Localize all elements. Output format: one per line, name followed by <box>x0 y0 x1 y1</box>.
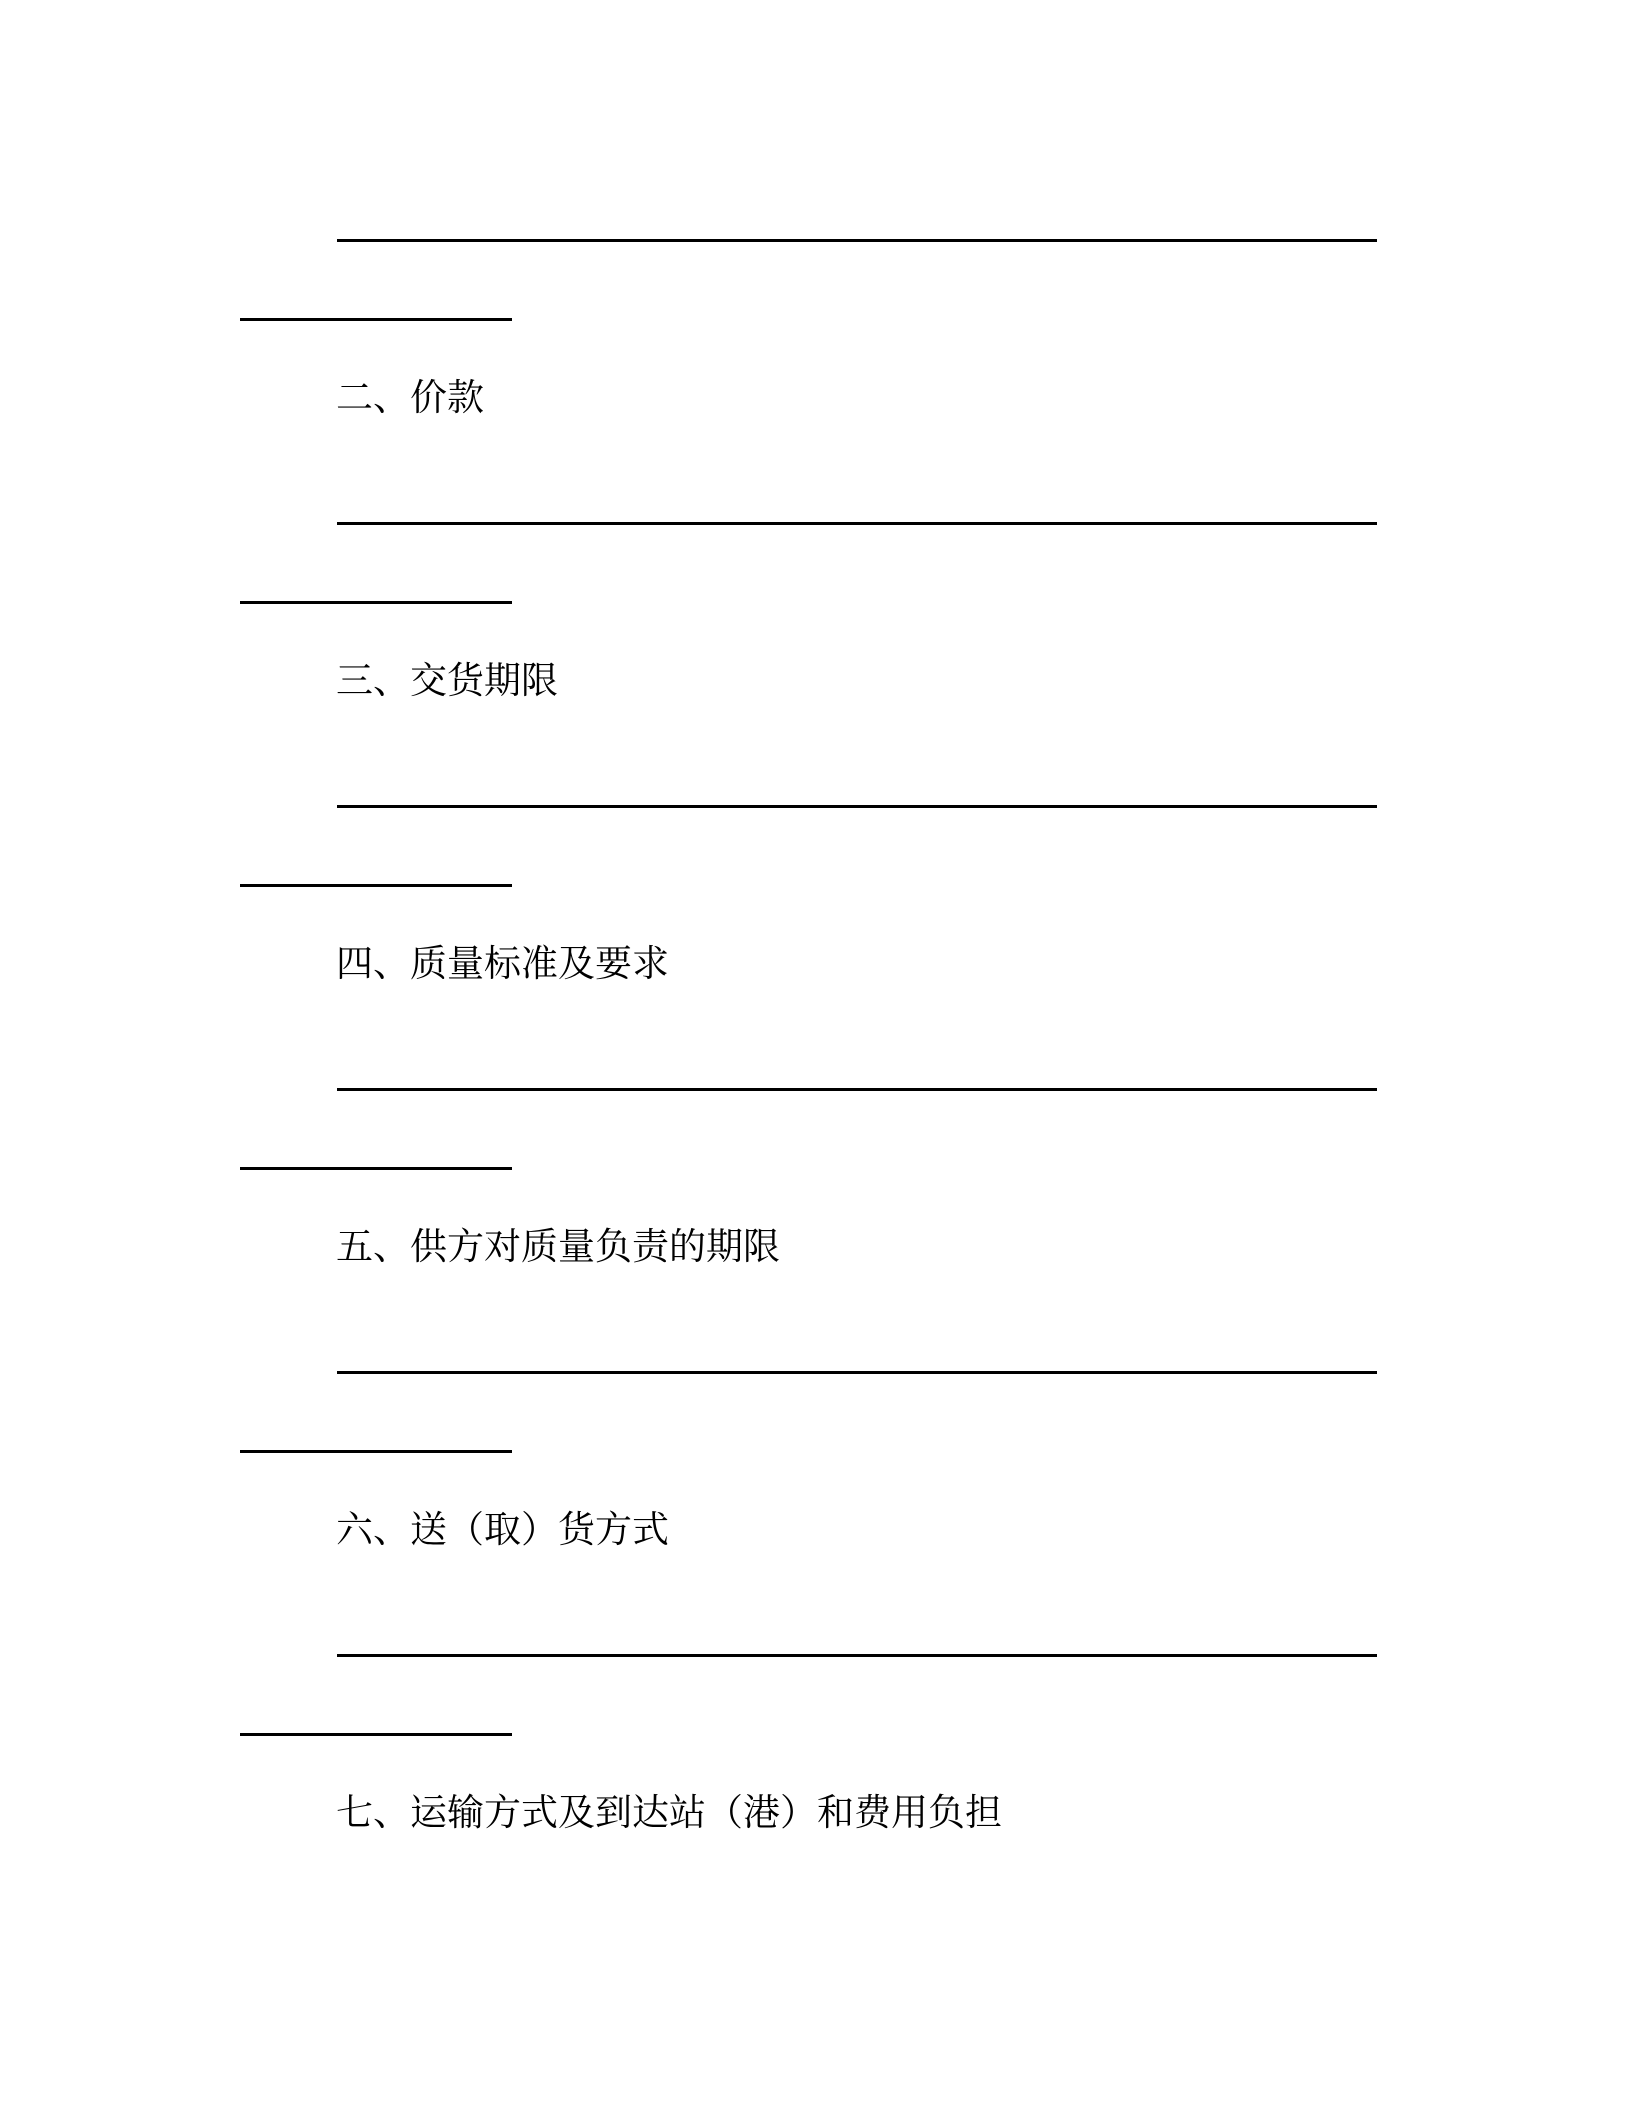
section-number: 五、 <box>336 1225 410 1268</box>
section-number: 四、 <box>336 942 410 985</box>
blank-fill-line-continuation <box>240 318 512 321</box>
section-title: 交货期限 <box>410 659 558 702</box>
blank-fill-line <box>337 1654 1377 1657</box>
section-heading-quality-standards <box>336 942 669 986</box>
blank-fill-line-continuation <box>240 1733 512 1736</box>
section-heading-transport-and-costs <box>336 1791 1002 1835</box>
blank-fill-line-continuation <box>240 1450 512 1453</box>
blank-fill-line-continuation <box>240 884 512 887</box>
section-heading-delivery-method <box>336 1508 669 1552</box>
section-heading-price <box>336 376 484 420</box>
section-number: 七、 <box>336 1791 410 1834</box>
section-heading-delivery-deadline <box>336 659 558 703</box>
section-title: 供方对质量负责的期限 <box>410 1225 780 1268</box>
section-title: 质量标准及要求 <box>410 942 669 985</box>
blank-fill-line <box>337 805 1377 808</box>
blank-fill-line <box>337 1371 1377 1374</box>
blank-fill-line-continuation <box>240 601 512 604</box>
blank-fill-line-continuation <box>240 1167 512 1170</box>
section-number: 三、 <box>336 659 410 702</box>
section-number: 六、 <box>336 1508 410 1551</box>
section-title: 送（取）货方式 <box>410 1508 669 1551</box>
section-heading-quality-liability-period <box>336 1225 780 1269</box>
blank-fill-line <box>337 1088 1377 1091</box>
section-title: 价款 <box>410 376 484 419</box>
blank-fill-line <box>337 239 1377 242</box>
blank-fill-line <box>337 522 1377 525</box>
section-number: 二、 <box>336 376 410 419</box>
section-title: 运输方式及到达站（港）和费用负担 <box>410 1791 1002 1834</box>
